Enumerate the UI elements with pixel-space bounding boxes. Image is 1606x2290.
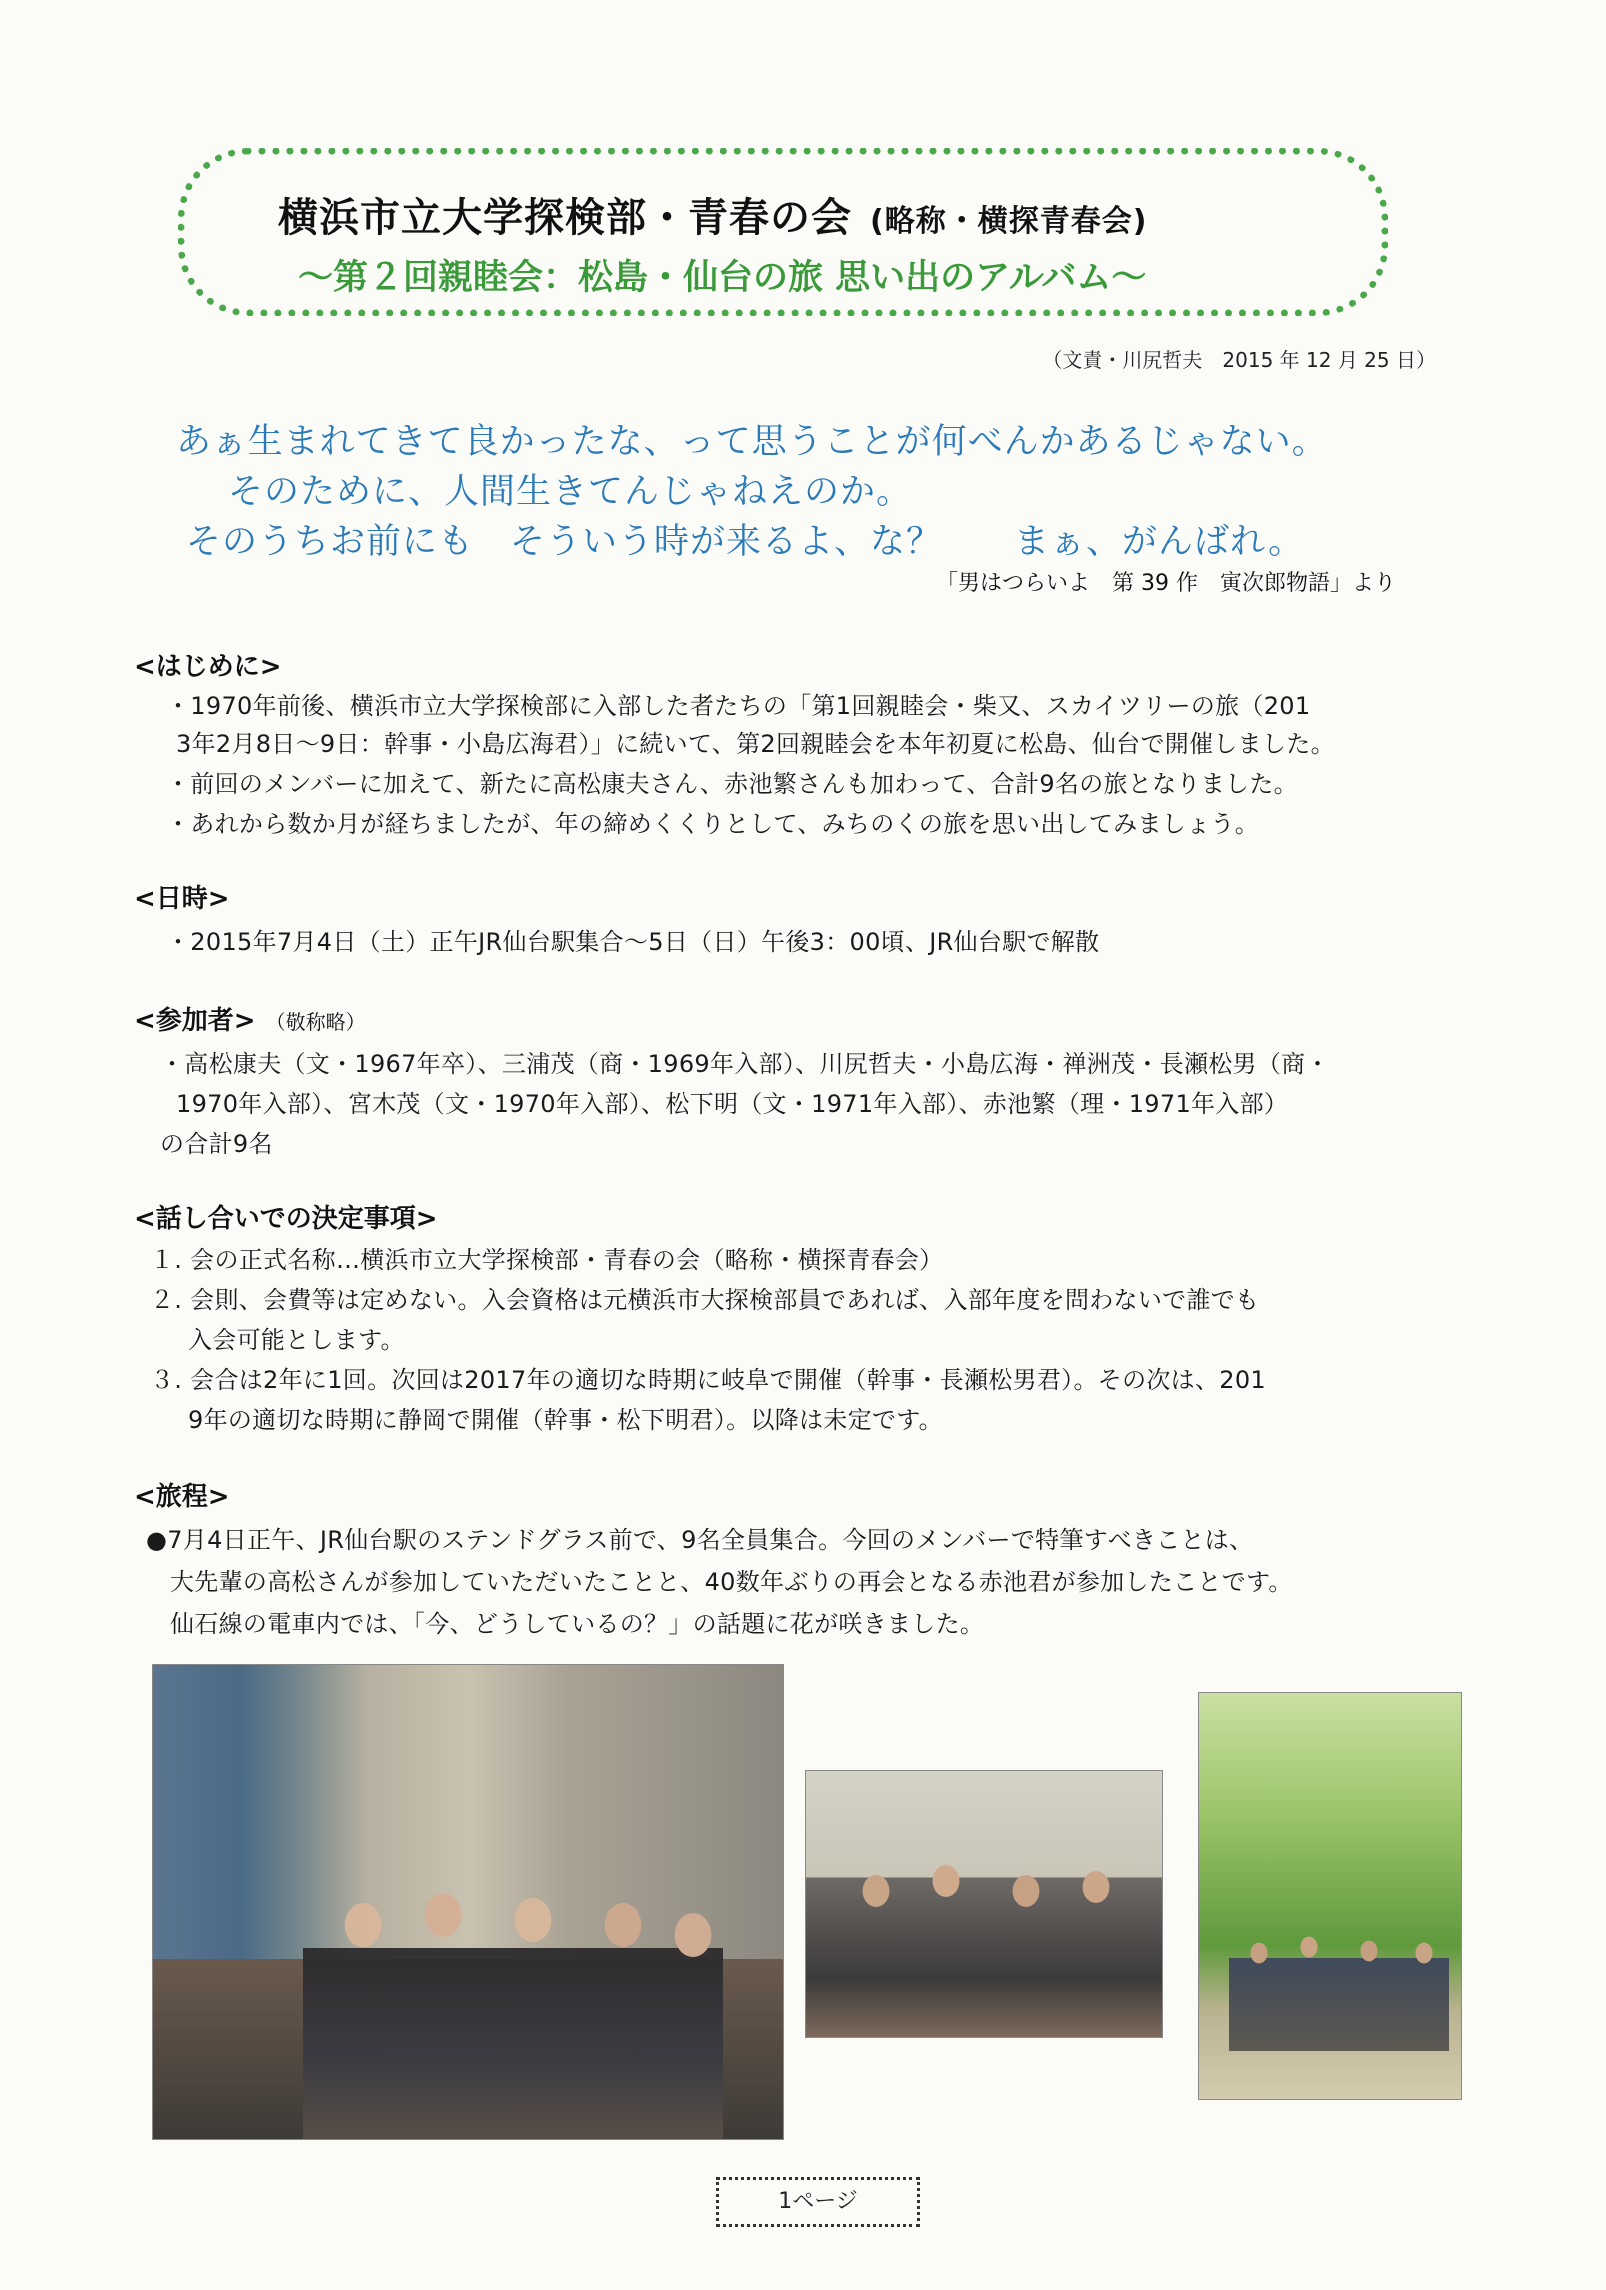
participants-line: の合計9名: [160, 1130, 273, 1158]
participants-line: 1970年入部）、宮木茂（文・1970年入部）、松下明（文・1971年入部）、赤池繁（理・1971年入部）: [176, 1090, 1289, 1118]
itinerary-line: 仙石線の電車内では、「今、どうしているの？」の話題に花が咲きました。: [170, 1610, 985, 1638]
participants-note: （敬称略）: [265, 1010, 366, 1034]
section-heading-itinerary: <旅程>: [134, 1482, 230, 1512]
photo-people: [1229, 1923, 1449, 2083]
intro-line: ・1970年前後、横浜市立大学探検部に入部した者たちの「第1回親睦会・柴又、スカイツリーの旅（201: [166, 692, 1311, 720]
section-heading-decisions: <話し合いでの決定事項>: [134, 1204, 438, 1234]
section-heading-datetime: <日時>: [134, 884, 230, 914]
participants-heading-text: <参加者>: [134, 1006, 256, 1036]
photo-train-interior: [805, 1770, 1163, 2038]
decision-line: 入会可能とします。: [188, 1326, 405, 1354]
photo-people: [303, 1865, 723, 2140]
decision-line: 9年の適切な時期に静岡で開催（幹事・松下明君）。以降は未定です。: [188, 1406, 943, 1434]
quote-source: 「男はつらいよ 第 39 作 寅次郎物語」より: [936, 571, 1396, 596]
section-heading-intro: <はじめに>: [134, 652, 282, 682]
itinerary-line: ●7月4日正午、JR仙台駅のステンドグラス前で、9名全員集合。今回のメンバーで特筆すべきことは、: [146, 1526, 1254, 1554]
quote-line-1: あぁ生まれてきて良かったな、って思うことが何べんかあるじゃない。: [176, 422, 1328, 462]
author-credit: （文責・川尻哲夫 2015 年 12 月 25 日）: [1042, 348, 1436, 372]
datetime-line: ・2015年7月4日（土）正午JR仙台駅集合～5日（日）午後3：00頃、JR仙台駅で解散: [166, 928, 1100, 956]
quote-line-3: そのうちお前にも そういう時が来るよ、な？ まぁ、がんばれ。: [186, 522, 1305, 562]
photo-group-at-station: [152, 1664, 784, 2140]
intro-line: 3年2月8日～9日：幹事・小島広海君）」に続いて、第2回親睦会を本年初夏に松島、仙台で開催しました。: [176, 730, 1335, 758]
quote-line-2: そのために、人間生きてんじゃねえのか。: [228, 472, 913, 512]
participants-line: ・高松康夫（文・1967年卒）、三浦茂（商・1969年入部）、川尻哲夫・小島広海・禅洲茂・長瀬松男（商・: [160, 1050, 1330, 1078]
page-title: [278, 186, 1147, 243]
page-subtitle: ～第２回親睦会：松島・仙台の旅 思い出のアルバム～: [298, 258, 1147, 298]
photo-people: [846, 1851, 1136, 2031]
intro-line: ・前回のメンバーに加えて、新たに高松康夫さん、赤池繁さんも加わって、合計9名の旅となりました。: [166, 770, 1298, 798]
itinerary-line: 大先輩の高松さんが参加していただいたことと、40数年ぶりの再会となる赤池君が参加したことです。: [170, 1568, 1293, 1596]
intro-line: ・あれから数か月が経ちましたが、年の締めくくりとして、みちのくの旅を思い出してみましょう。: [166, 810, 1260, 838]
title-text: 横浜市立大学探検部・青春の会: [278, 195, 852, 241]
decision-line: ２. 会則、会費等は定めない。入会資格は元横浜市大探検部員であれば、入部年度を問わないで誰でも: [150, 1286, 1260, 1314]
decision-line: ３. 会合は2年に1回。次回は2017年の適切な時期に岐阜で開催（幹事・長瀬松男君）。その次は、201: [150, 1366, 1266, 1394]
photo-bamboo-path: [1198, 1692, 1462, 2100]
page-number: 1ページ: [716, 2177, 920, 2227]
title-abbreviation: (略称・横探青春会): [870, 204, 1148, 239]
section-heading-participants: [134, 1000, 366, 1037]
decision-line: １. 会の正式名称…横浜市立大学探検部・青春の会（略称・横探青春会）: [150, 1246, 944, 1274]
